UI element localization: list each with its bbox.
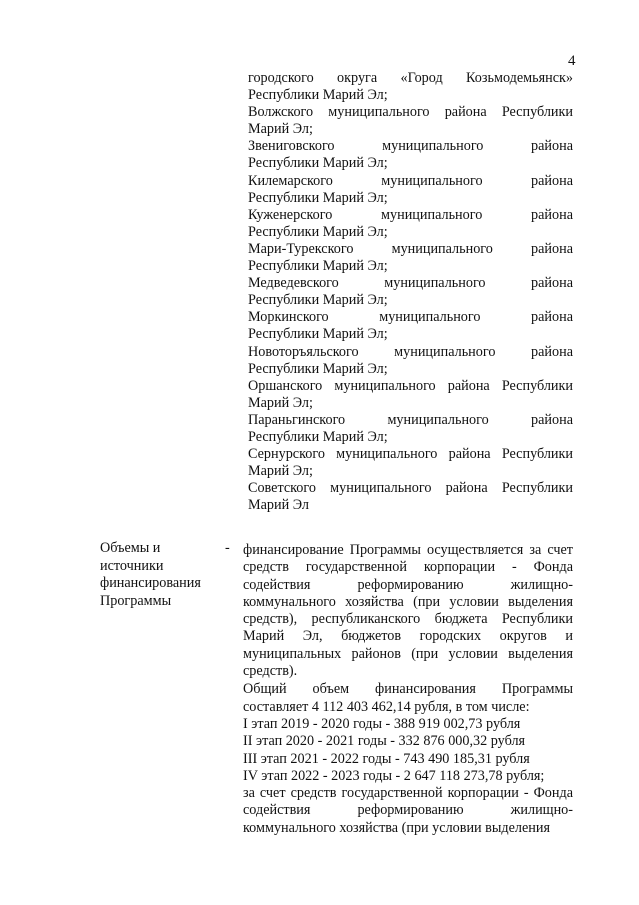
municipality-line: городского округа «Город Козьмодемьянск» <box>248 70 573 86</box>
municipality-line: Звениговского муниципального района <box>248 138 573 155</box>
municipality-line: Республики Марий Эл; <box>248 155 388 172</box>
municipality-line: Марий Эл; <box>248 463 313 480</box>
municipality-line: Волжского муниципального района Республики <box>248 104 573 121</box>
municipality-line: Моркинского муниципального района <box>248 309 573 326</box>
page-number: 4 <box>568 53 576 69</box>
municipality-item <box>248 138 573 172</box>
municipality-line: Параньгинского муниципального района <box>248 411 573 428</box>
municipality-item <box>248 104 573 138</box>
municipality-item <box>248 275 573 309</box>
municipality-line: Республики Марий Эл; <box>248 360 388 377</box>
financing-fund-paragraph: за счет средств государственной корпорации - Фонда содействия реформированию жилищно-коммунального хозяйства (при условии выделения <box>243 785 573 836</box>
municipality-line: Мари-Турекского муниципального района <box>248 240 573 257</box>
municipality-line: Республики Марий Эл; <box>248 326 388 343</box>
municipality-item <box>248 207 573 241</box>
financing-label: Объемы и источники финансирования Программы <box>100 540 201 609</box>
municipality-item <box>248 309 573 343</box>
municipality-line: Куженерского муниципального района <box>248 206 573 223</box>
municipality-line: Республики Марий Эл; <box>248 87 388 104</box>
financing-sources-paragraph: финансирование Программы осуществляется за счет средств государственной корпорации - Фонда содействия реформированию жилищно-коммунального хозяйства (при условии выделения средств), республиканского бюджета Республики Марий Эл, бюджетов городских округов и муниципальных районов (при условии выделения средств). <box>243 542 573 680</box>
municipality-item <box>248 446 573 480</box>
financing-stage: II этап 2020 - 2021 годы - 332 876 000,32 рубля <box>243 733 526 750</box>
municipality-line: Килемарского муниципального района <box>248 172 573 189</box>
municipality-line: Оршанского муниципального района Республики <box>248 377 573 394</box>
municipality-item <box>248 344 573 378</box>
municipality-item <box>248 173 573 207</box>
municipality-line: Сернурского муниципального района Республики <box>248 446 573 463</box>
financing-total-paragraph: Общий объем финансирования Программы составляет 4 112 403 462,14 рубля, в том числе: <box>243 681 573 715</box>
municipality-line: Советского муниципального района Республики <box>248 480 573 497</box>
municipality-line: Медведевского муниципального района <box>248 275 573 292</box>
municipality-item <box>248 241 573 275</box>
municipality-line: Новоторъяльского муниципального района <box>248 343 573 360</box>
municipality-item <box>248 378 573 412</box>
municipality-list <box>248 70 573 514</box>
municipality-line: Республики Марий Эл; <box>248 258 388 275</box>
municipality-line: Республики Марий Эл; <box>248 292 388 309</box>
municipality-item <box>248 412 573 446</box>
municipality-line: Марий Эл; <box>248 394 313 411</box>
financing-stage: III этап 2021 - 2022 годы - 743 490 185,31 рубля <box>243 750 530 767</box>
financing-dash: - <box>225 540 230 556</box>
municipality-line: Марий Эл <box>248 497 309 514</box>
municipality-item <box>248 70 573 104</box>
municipality-line: Республики Марий Эл; <box>248 428 388 445</box>
municipality-line: Марий Эл; <box>248 121 313 138</box>
financing-stages <box>243 716 573 785</box>
municipality-item <box>248 480 573 514</box>
financing-stage: I этап 2019 - 2020 годы - 388 919 002,73 рубля <box>243 715 521 732</box>
financing-body <box>243 542 573 837</box>
financing-stage: IV этап 2022 - 2023 годы - 2 647 118 273,78 рубля; <box>243 767 545 784</box>
municipality-line: Республики Марий Эл; <box>248 189 388 206</box>
municipality-line: Республики Марий Эл; <box>248 223 388 240</box>
